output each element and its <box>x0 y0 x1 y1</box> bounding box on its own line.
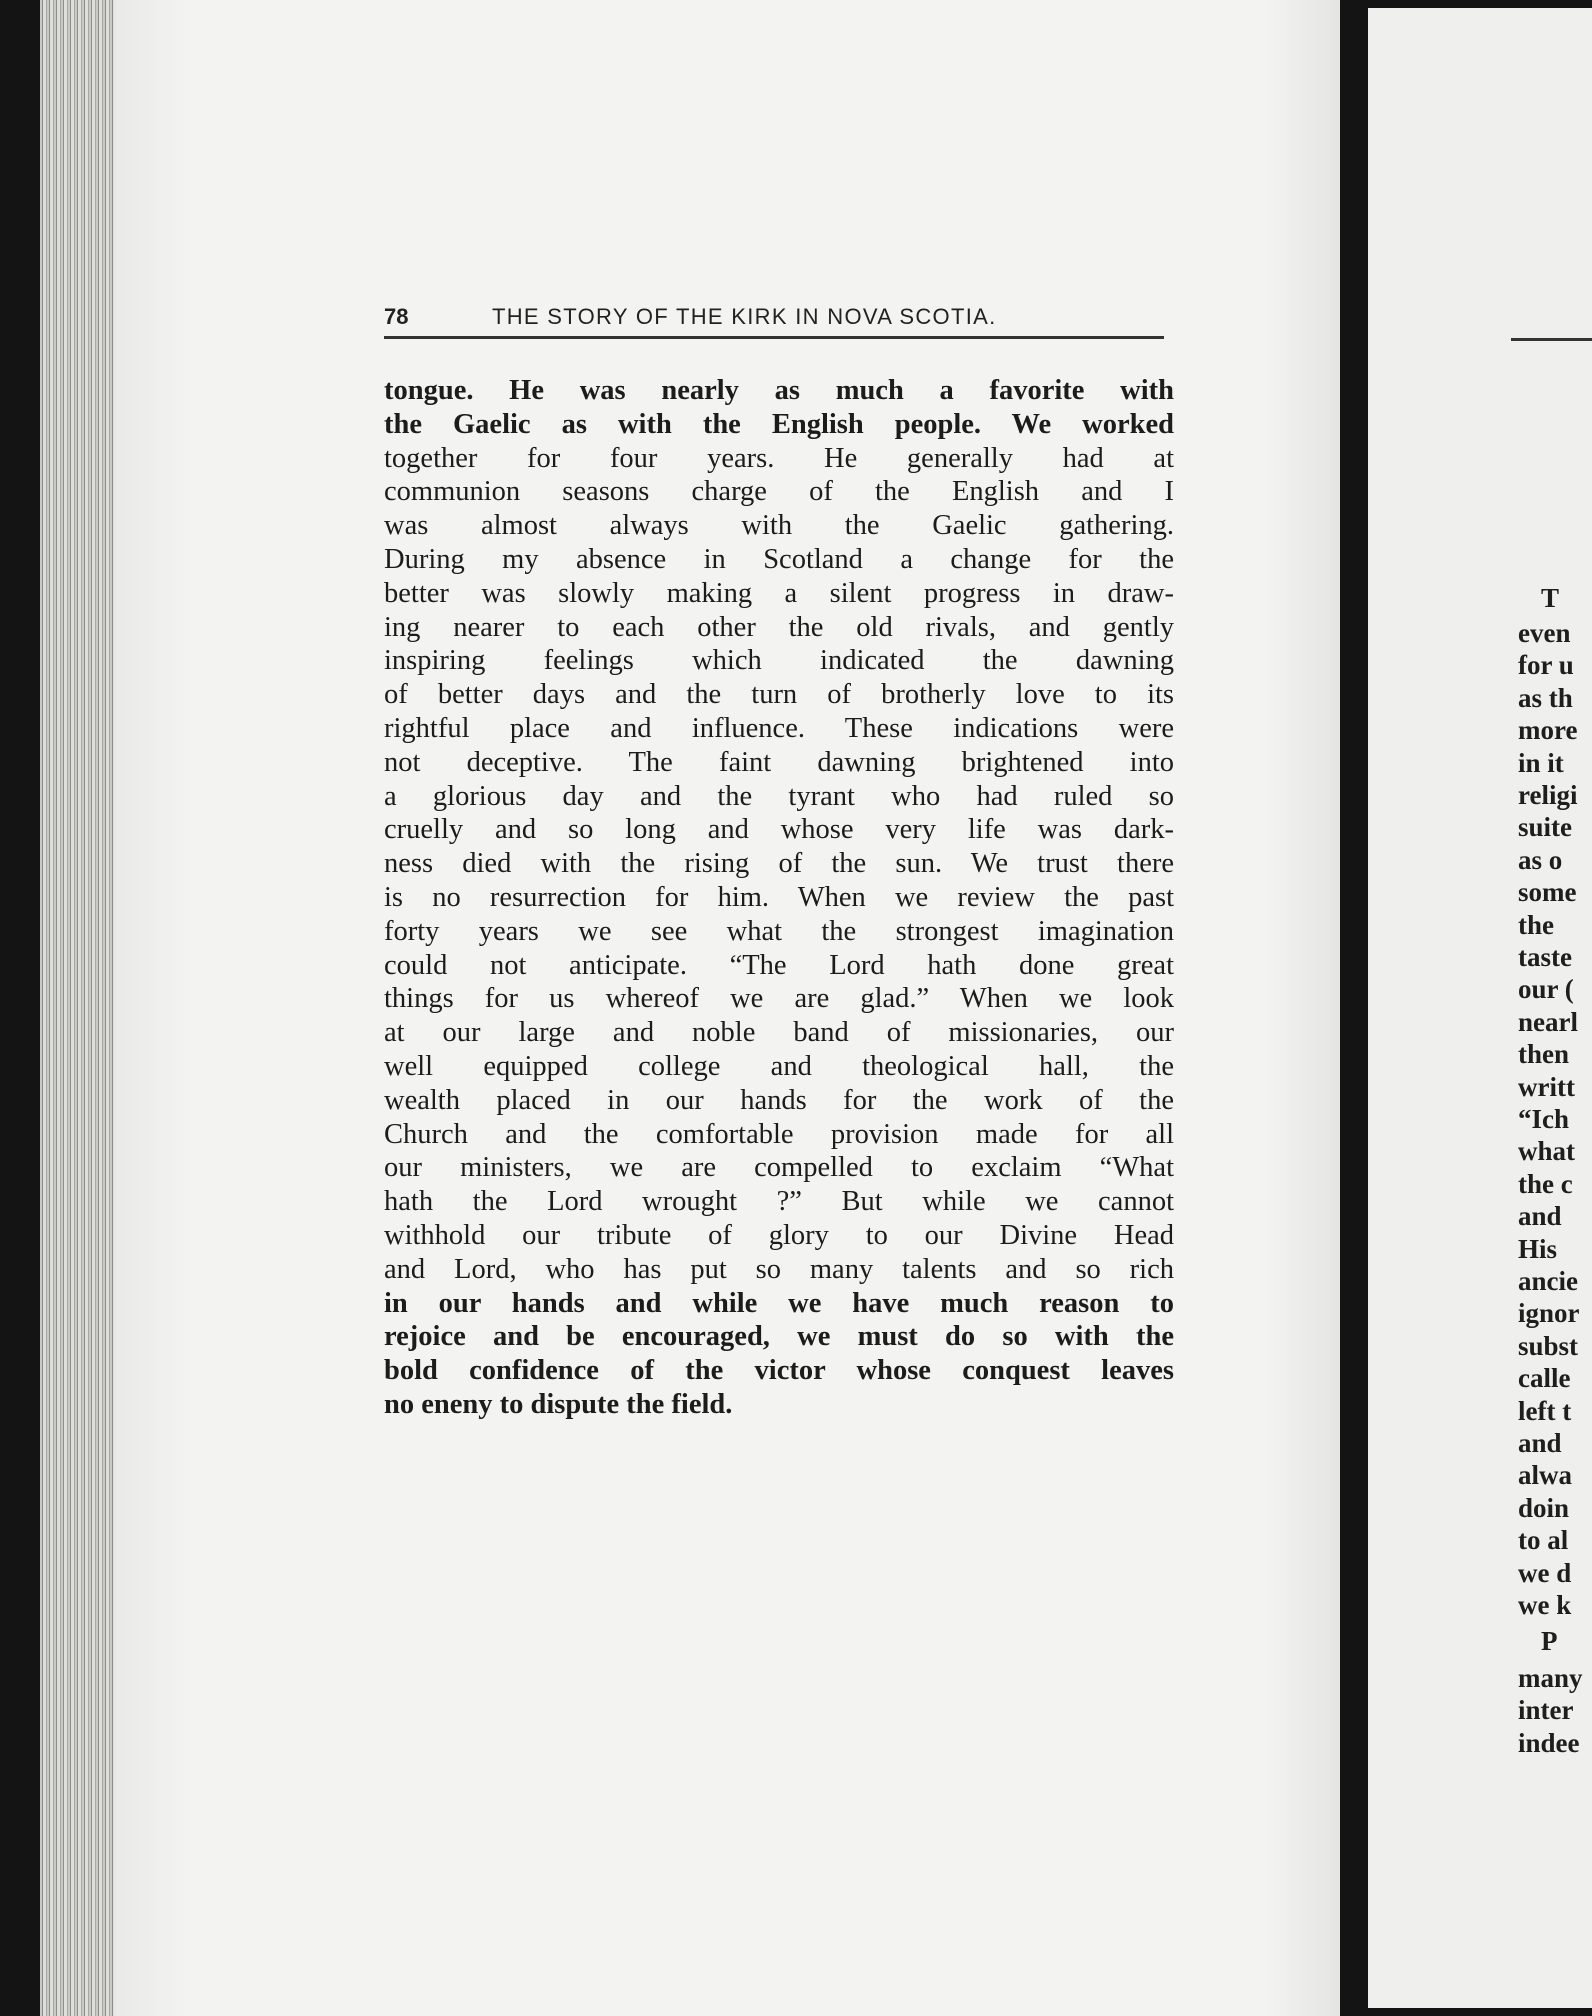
text-line: withhold our tribute of glory to our Divine Head <box>384 1219 1174 1251</box>
facing-line-fragment: ancie <box>1518 1266 1578 1296</box>
facing-line-fragment: the <box>1518 909 1554 940</box>
text-line: inspiring feelings which indicated the dawning <box>384 645 1174 677</box>
text-line: wealth placed in our hands for the work of the <box>384 1084 1174 1116</box>
text-line: could not anticipate. “The Lord hath done great <box>384 949 1174 981</box>
facing-header-rule <box>1511 338 1592 341</box>
facing-line-fragment: and <box>1518 1201 1562 1232</box>
text-line: the Gaelic as with the English people. We worked <box>384 408 1174 440</box>
text-line: well equipped college and theological hall, the <box>384 1050 1174 1082</box>
facing-line-fragment: suite <box>1518 812 1572 843</box>
text-line: rightful place and influence. These indications were <box>384 712 1174 744</box>
text-line: of better days and the turn of brotherly love to its <box>384 679 1174 711</box>
facing-line-fragment: ignor <box>1518 1298 1580 1329</box>
facing-line-fragment: His <box>1518 1233 1558 1264</box>
header-rule <box>384 336 1164 339</box>
text-line: During my absence in Scotland a change for the <box>384 543 1174 575</box>
facing-book-page <box>1368 8 1592 2008</box>
facing-line-fragment: T <box>1541 583 1560 613</box>
text-line: things for us whereof we are glad.” When we look <box>384 983 1174 1015</box>
facing-line-fragment: some <box>1518 877 1577 908</box>
page-edge-stack <box>40 0 114 2016</box>
facing-line-fragment: inter <box>1518 1695 1574 1726</box>
facing-line-fragment: then <box>1518 1039 1570 1070</box>
facing-line-fragment: more <box>1518 715 1578 746</box>
text-line: communion seasons charge of the English and I <box>384 476 1174 508</box>
facing-line-fragment: what <box>1518 1136 1576 1167</box>
text-line: ing nearer to each other the old rivals, and gently <box>384 611 1174 643</box>
facing-line-fragment: P <box>1541 1626 1558 1657</box>
text-line: not deceptive. The faint dawning brightened into <box>384 746 1174 778</box>
facing-line-fragment: writt <box>1518 1071 1575 1102</box>
facing-line-fragment: left t <box>1518 1395 1572 1426</box>
text-line: better was slowly making a silent progress in draw- <box>384 577 1174 609</box>
text-line: no eneny to dispute the field. <box>384 1388 733 1420</box>
text-line: and Lord, who has put so many talents and so rich <box>384 1253 1174 1285</box>
text-line: ness died with the rising of the sun. We trust there <box>384 848 1174 880</box>
facing-line-fragment: for u <box>1518 650 1574 681</box>
facing-line-fragment: to al <box>1518 1525 1569 1556</box>
facing-line-fragment: many <box>1518 1662 1583 1693</box>
text-line: was almost always with the Gaelic gathering. <box>384 510 1174 542</box>
facing-line-fragment: we d <box>1518 1557 1572 1588</box>
text-line: bold confidence of the victor whose conquest leaves <box>384 1355 1174 1387</box>
facing-line-fragment: the c <box>1518 1168 1573 1199</box>
facing-line-fragment: taste <box>1518 942 1572 972</box>
text-line: hath the Lord wrought ?” But while we cannot <box>384 1186 1174 1218</box>
facing-line-fragment: as th <box>1518 682 1573 713</box>
running-title: THE STORY OF THE KIRK IN NOVA SCOTIA. <box>492 304 997 329</box>
text-line: our ministers, we are compelled to exclaim “What <box>384 1152 1174 1184</box>
page-number: 78 <box>384 304 409 329</box>
facing-line-fragment: even <box>1518 618 1571 648</box>
facing-line-fragment: nearl <box>1518 1006 1578 1037</box>
facing-line-fragment: our ( <box>1518 974 1574 1005</box>
text-line: a glorious day and the tyrant who had ruled so <box>384 780 1174 812</box>
facing-line-fragment: calle <box>1518 1363 1571 1394</box>
facing-line-fragment: doin <box>1518 1492 1570 1523</box>
text-line: rejoice and be encouraged, we must do so with the <box>384 1321 1174 1353</box>
text-line: Church and the comfortable provision made for all <box>384 1118 1174 1150</box>
text-line: in our hands and while we have much reason to <box>384 1287 1174 1319</box>
facing-line-fragment: we k <box>1518 1590 1572 1620</box>
text-line: at our large and noble band of missionaries, our <box>384 1017 1174 1049</box>
text-line: tongue. He was nearly as much a favorite with <box>384 375 1174 406</box>
facing-line-fragment: subst <box>1518 1330 1579 1361</box>
text-line: is no resurrection for him. When we review the past <box>384 881 1174 913</box>
text-line: together for four years. He generally had at <box>384 442 1174 474</box>
text-line: cruelly and so long and whose very life was dark- <box>384 814 1174 846</box>
facing-line-fragment: as o <box>1518 844 1563 875</box>
body-text <box>384 374 1174 1422</box>
facing-line-fragment: “Ich <box>1518 1104 1570 1134</box>
facing-line-fragment: alwa <box>1518 1460 1572 1491</box>
facing-line-fragment: and <box>1518 1428 1562 1458</box>
facing-line-fragment: in it <box>1518 747 1564 778</box>
text-line: forty years we see what the strongest imagination <box>384 915 1174 947</box>
facing-line-fragment: religi <box>1518 780 1578 810</box>
facing-line-fragment: indee <box>1518 1727 1580 1758</box>
